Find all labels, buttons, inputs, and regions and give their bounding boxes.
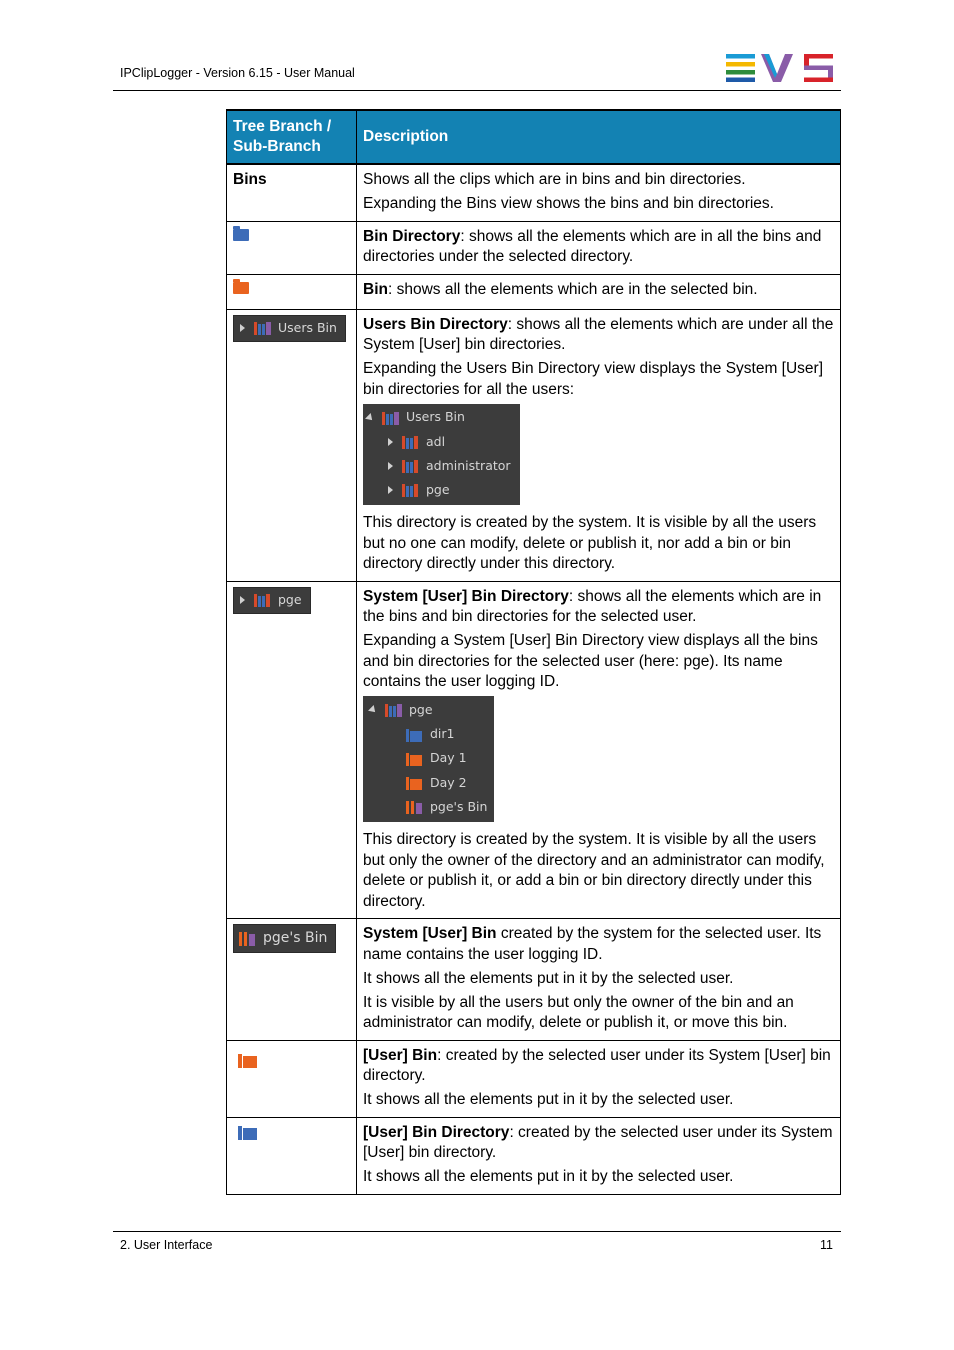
orange-book-icon [406,752,424,766]
term: Bin Directory [363,227,461,245]
description-cell [357,309,841,581]
blue-book-icon [406,728,424,742]
branch-cell [227,164,357,221]
description-cell [357,221,841,274]
tree-label: pge's Bin [430,798,488,814]
description-text: It is visible by all the users but only the owner of the bin and an administrator can modify, delete or publish it, or move this bin. [363,993,794,1032]
column-header-branch: Tree Branch / Sub-Branch [227,110,357,164]
tree-row [363,722,494,746]
blue-folder-icon [233,229,249,241]
branch-cell [227,1117,357,1194]
footer-section: 2. User Interface [120,1238,213,1252]
users-bin-icon [254,321,272,335]
branch-label: Bins [233,171,267,188]
pges-bin-node [233,924,336,953]
branch-cell [227,1040,357,1117]
description-text: It shows all the elements put in it by the selected user. [363,1091,734,1109]
branch-cell [227,581,357,918]
expand-arrow-icon [240,324,245,332]
description-cell [357,164,841,221]
orange-folder-icon [233,282,249,294]
description-cell [357,1117,841,1194]
table-row [227,1117,841,1194]
tree-row [363,406,520,430]
header-title: IPClipLogger - Version 6.15 - User Manual [120,66,355,80]
tree-label: adl [426,433,446,449]
branch-cell [227,274,357,309]
branch-cell [227,919,357,1041]
user-bin-directory-icon [402,459,420,473]
tree-branch-table [226,109,841,1195]
term: System [User] Bin Directory [363,587,569,605]
system-user-bin-icon [406,800,424,814]
tree-label: Users Bin [406,409,465,425]
description-text: This directory is created by the system. It is visible by all the users but only the owner of the directory and an administrator can modify, delete or publish it, or add a bin or bin directory directly under this directory. [363,831,825,910]
orange-book-icon [406,776,424,790]
table-row [227,1040,841,1117]
description-text: created by the system for the selected user. Its name contains the user logging ID. [363,925,822,963]
branch-cell [227,221,357,274]
users-bin-icon [382,411,400,425]
node-label: Users Bin [278,319,337,335]
user-bin-directory-icon [254,593,272,607]
description-cell [357,581,841,918]
collapse-arrow-icon [368,705,378,715]
description-text: : shows all the elements which are in all the bins and directories under the selected directory. [363,227,822,265]
description-text: It shows all the elements put in it by the selected user. [363,969,734,987]
tree-row [363,478,520,502]
description-text: : created by the selected user under its System [User] bin directory. [363,1046,831,1085]
description-cell [357,1040,841,1117]
table-header-row [227,110,841,164]
description-text: This directory is created by the system. It is visible by all the users but no one can modify, delete or publish it, nor add a bin or bin directory directly under this directory. [363,514,817,573]
users-bin-node [233,315,346,342]
tree-row [363,698,494,722]
term: System [User] Bin [363,925,497,943]
term: Users Bin Directory [363,315,508,333]
expand-arrow-icon [388,486,393,494]
system-user-bin-icon [239,931,257,946]
description-text: Expanding a System [User] Bin Directory view displays all the bins and bin directories for the selected user (here: pge). Its name contains the user logging ID. [363,632,818,691]
description-text: Expanding the Users Bin Directory view displays the System [User] bin directories for all the users: [363,360,824,398]
table-row [227,164,841,221]
tree-label: dir1 [430,726,455,742]
header-rule [113,90,841,91]
expand-arrow-icon [388,438,393,446]
description-text: It shows all the elements put in it by the selected user. [363,1168,734,1186]
description-text: Shows all the clips which are in bins and bin directories. [363,171,746,188]
users-bin-tree [363,404,520,506]
orange-book-icon [238,1053,258,1068]
tree-row [363,747,494,771]
node-label: pge [278,592,302,607]
user-bin-directory-icon [402,483,420,497]
table-row [227,919,841,1041]
user-bin-directory-icon [402,435,420,449]
branch-cell [227,309,357,581]
description-text: : shows all the elements which are in the selected bin. [387,280,758,298]
column-header-description: Description [357,110,841,164]
tree-label: pge [409,702,433,718]
table-row [227,274,841,309]
tree-label: Day 1 [430,750,467,766]
footer-rule [113,1231,841,1232]
description-cell [357,919,841,1041]
term: [User] Bin Directory [363,1123,510,1141]
description-text: Expanding the Bins view shows the bins and bin directories. [363,195,774,212]
user-bin-directory-icon [385,703,403,717]
tree-label: administrator [426,457,511,473]
tree-row [363,430,520,454]
tree-row [363,795,494,819]
tree-row [363,454,520,478]
collapse-arrow-icon [365,413,375,423]
expand-arrow-icon [388,462,393,470]
table-row [227,581,841,918]
tree-label: Day 2 [430,774,467,790]
tree-row [363,771,494,795]
pge-node [233,587,311,614]
page-number: 11 [820,1238,833,1252]
description-text: : shows all the elements which are under all the System [User] bin directories. [363,315,834,353]
description-text: : shows all the elements which are in the bins and bin directories for the selected user. [363,587,822,626]
term: [User] Bin [363,1046,438,1064]
table-row [227,309,841,581]
description-cell [357,274,841,309]
table-row [227,221,841,274]
blue-book-icon [238,1125,258,1140]
pge-tree [363,696,494,822]
node-label: pge's Bin [263,930,328,947]
tree-label: pge [426,481,450,497]
term: Bin [363,280,388,298]
description-text: : created by the selected user under its System [User] bin directory. [363,1123,833,1162]
evs-logo [726,54,834,82]
expand-arrow-icon [240,596,245,604]
